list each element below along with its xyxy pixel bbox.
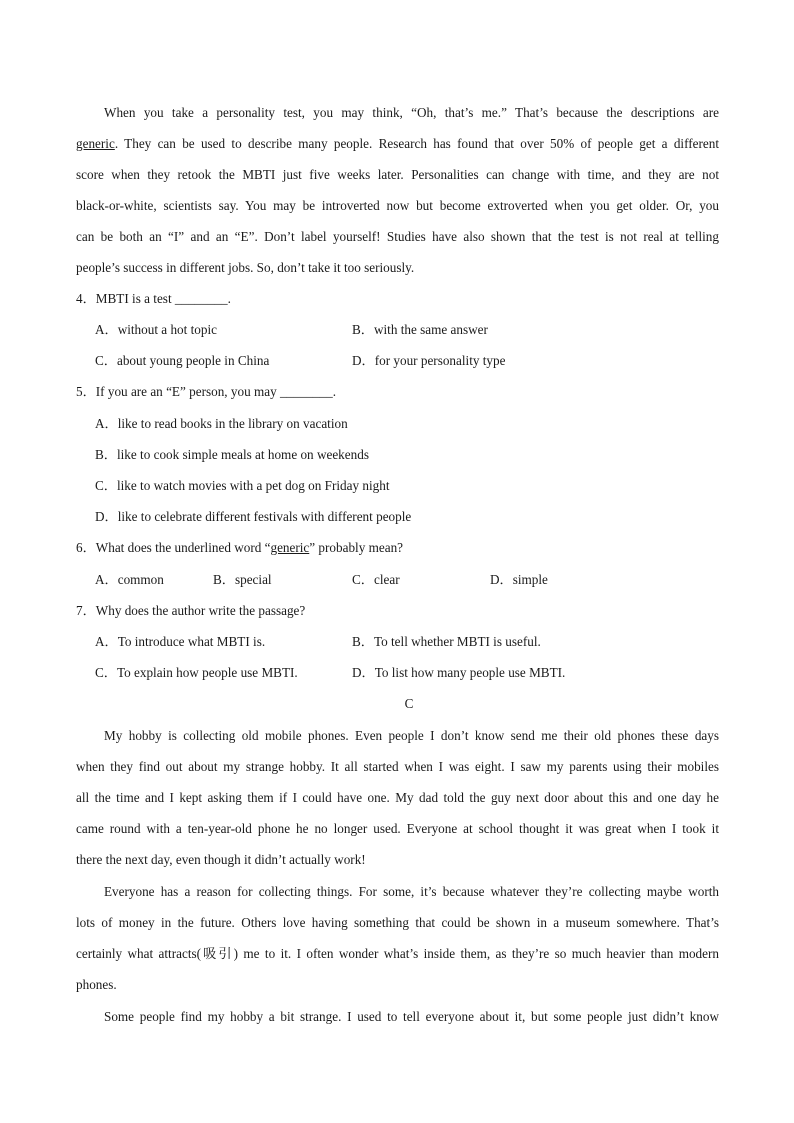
q6-option-a[interactable]: A．common — [95, 572, 164, 587]
q4-option-a[interactable]: A．without a hot topic — [95, 322, 217, 337]
q4-option-d[interactable]: D．for your personality type — [352, 353, 506, 368]
q5-option-a[interactable]: A．like to read books in the library on vacation — [95, 416, 348, 431]
q4-option-b[interactable]: B．with the same answer — [352, 322, 488, 337]
passage-c-p2-line-2: lots of money in the future. Others love having something that could be shown in a museum somewhere. That’s — [76, 915, 719, 930]
section-c-heading: C — [404, 696, 414, 711]
q6-option-c[interactable]: C．clear — [352, 572, 400, 587]
passage-c-p1-line-1: My hobby is collecting old mobile phones. Even people I don’t know send me their old phones these days — [104, 728, 719, 743]
passage-b-line-2 — [76, 136, 719, 152]
passage-c-p1-line-5: there the next day, even though it didn’t actually work! — [76, 852, 366, 867]
q5-option-d[interactable]: D．like to celebrate different festivals with different people — [95, 509, 412, 524]
q6-option-b[interactable]: B．special — [213, 572, 272, 587]
question-5-stem: 5．If you are an “E” person, you may ________. — [76, 384, 337, 399]
question-4-stem: 4．MBTI is a test ________. — [76, 291, 231, 306]
underlined-word-generic: generic — [76, 136, 115, 151]
passage-c-p3-line-1: Some people find my hobby a bit strange. I used to tell everyone about it, but some people just didn’t know — [104, 1009, 719, 1024]
q5-option-c[interactable]: C．like to watch movies with a pet dog on Friday night — [95, 478, 390, 493]
q7-option-a[interactable]: A．To introduce what MBTI is. — [95, 634, 266, 649]
q6-option-d[interactable]: D．simple — [490, 572, 548, 587]
q5-option-b[interactable]: B．like to cook simple meals at home on weekends — [95, 447, 369, 462]
q7-option-b[interactable]: B．To tell whether MBTI is useful. — [352, 634, 541, 649]
passage-b-line-3: score when they retook the MBTI just five weeks later. Personalities can change with time, and they are not — [76, 167, 719, 182]
passage-c-p2-line-4: phones. — [76, 977, 117, 992]
passage-b-line-6: people’s success in different jobs. So, don’t take it too seriously. — [76, 260, 415, 275]
passage-c-p1-line-2: when they find out about my strange hobby. It all started when I was eight. I saw my parents using their mobiles — [76, 759, 719, 774]
passage-b-line-4: black-or-white, scientists say. You may be introverted now but become extroverted when you get older. Or, you — [76, 198, 719, 213]
passage-b-line-1: When you take a personality test, you may think, “Oh, that’s me.” That’s because the descriptions are — [104, 105, 719, 120]
passage-c-p1-line-3: all the time and I kept asking them if I could have one. My dad told the guy next door about this and one day he — [76, 790, 719, 805]
passage-c-p2-line-1: Everyone has a reason for collecting things. For some, it’s because whatever they’re collecting maybe worth — [104, 884, 719, 899]
passage-c-p1-line-4: came round with a ten-year-old phone he no longer used. Everyone at school thought it was great when I took it — [76, 821, 719, 836]
question-7-stem: 7．Why does the author write the passage? — [76, 603, 306, 618]
q6-stem-post: ” probably mean? — [309, 540, 404, 555]
question-6-stem — [76, 540, 403, 556]
passage-c-p2-line-3: certainly what attracts(吸引) me to it. I often wonder what’s inside them, as they’re so much heavier than modern — [76, 946, 719, 961]
q7-option-d[interactable]: D．To list how many people use MBTI. — [352, 665, 566, 680]
q6-stem-pre: 6．What does the underlined word “ — [76, 540, 271, 555]
passage-b-line-2-rest: . They can be used to describe many people. Research has found that over 50% of people get a different — [114, 136, 719, 151]
q7-option-c[interactable]: C．To explain how people use MBTI. — [95, 665, 298, 680]
q6-stem-underlined-word: generic — [270, 540, 310, 555]
passage-b-line-5: can be both an “I” and an “E”. Don’t label yourself! Studies have also shown that the test is not real at telling — [76, 229, 719, 244]
q4-option-c[interactable]: C．about young people in China — [95, 353, 270, 368]
